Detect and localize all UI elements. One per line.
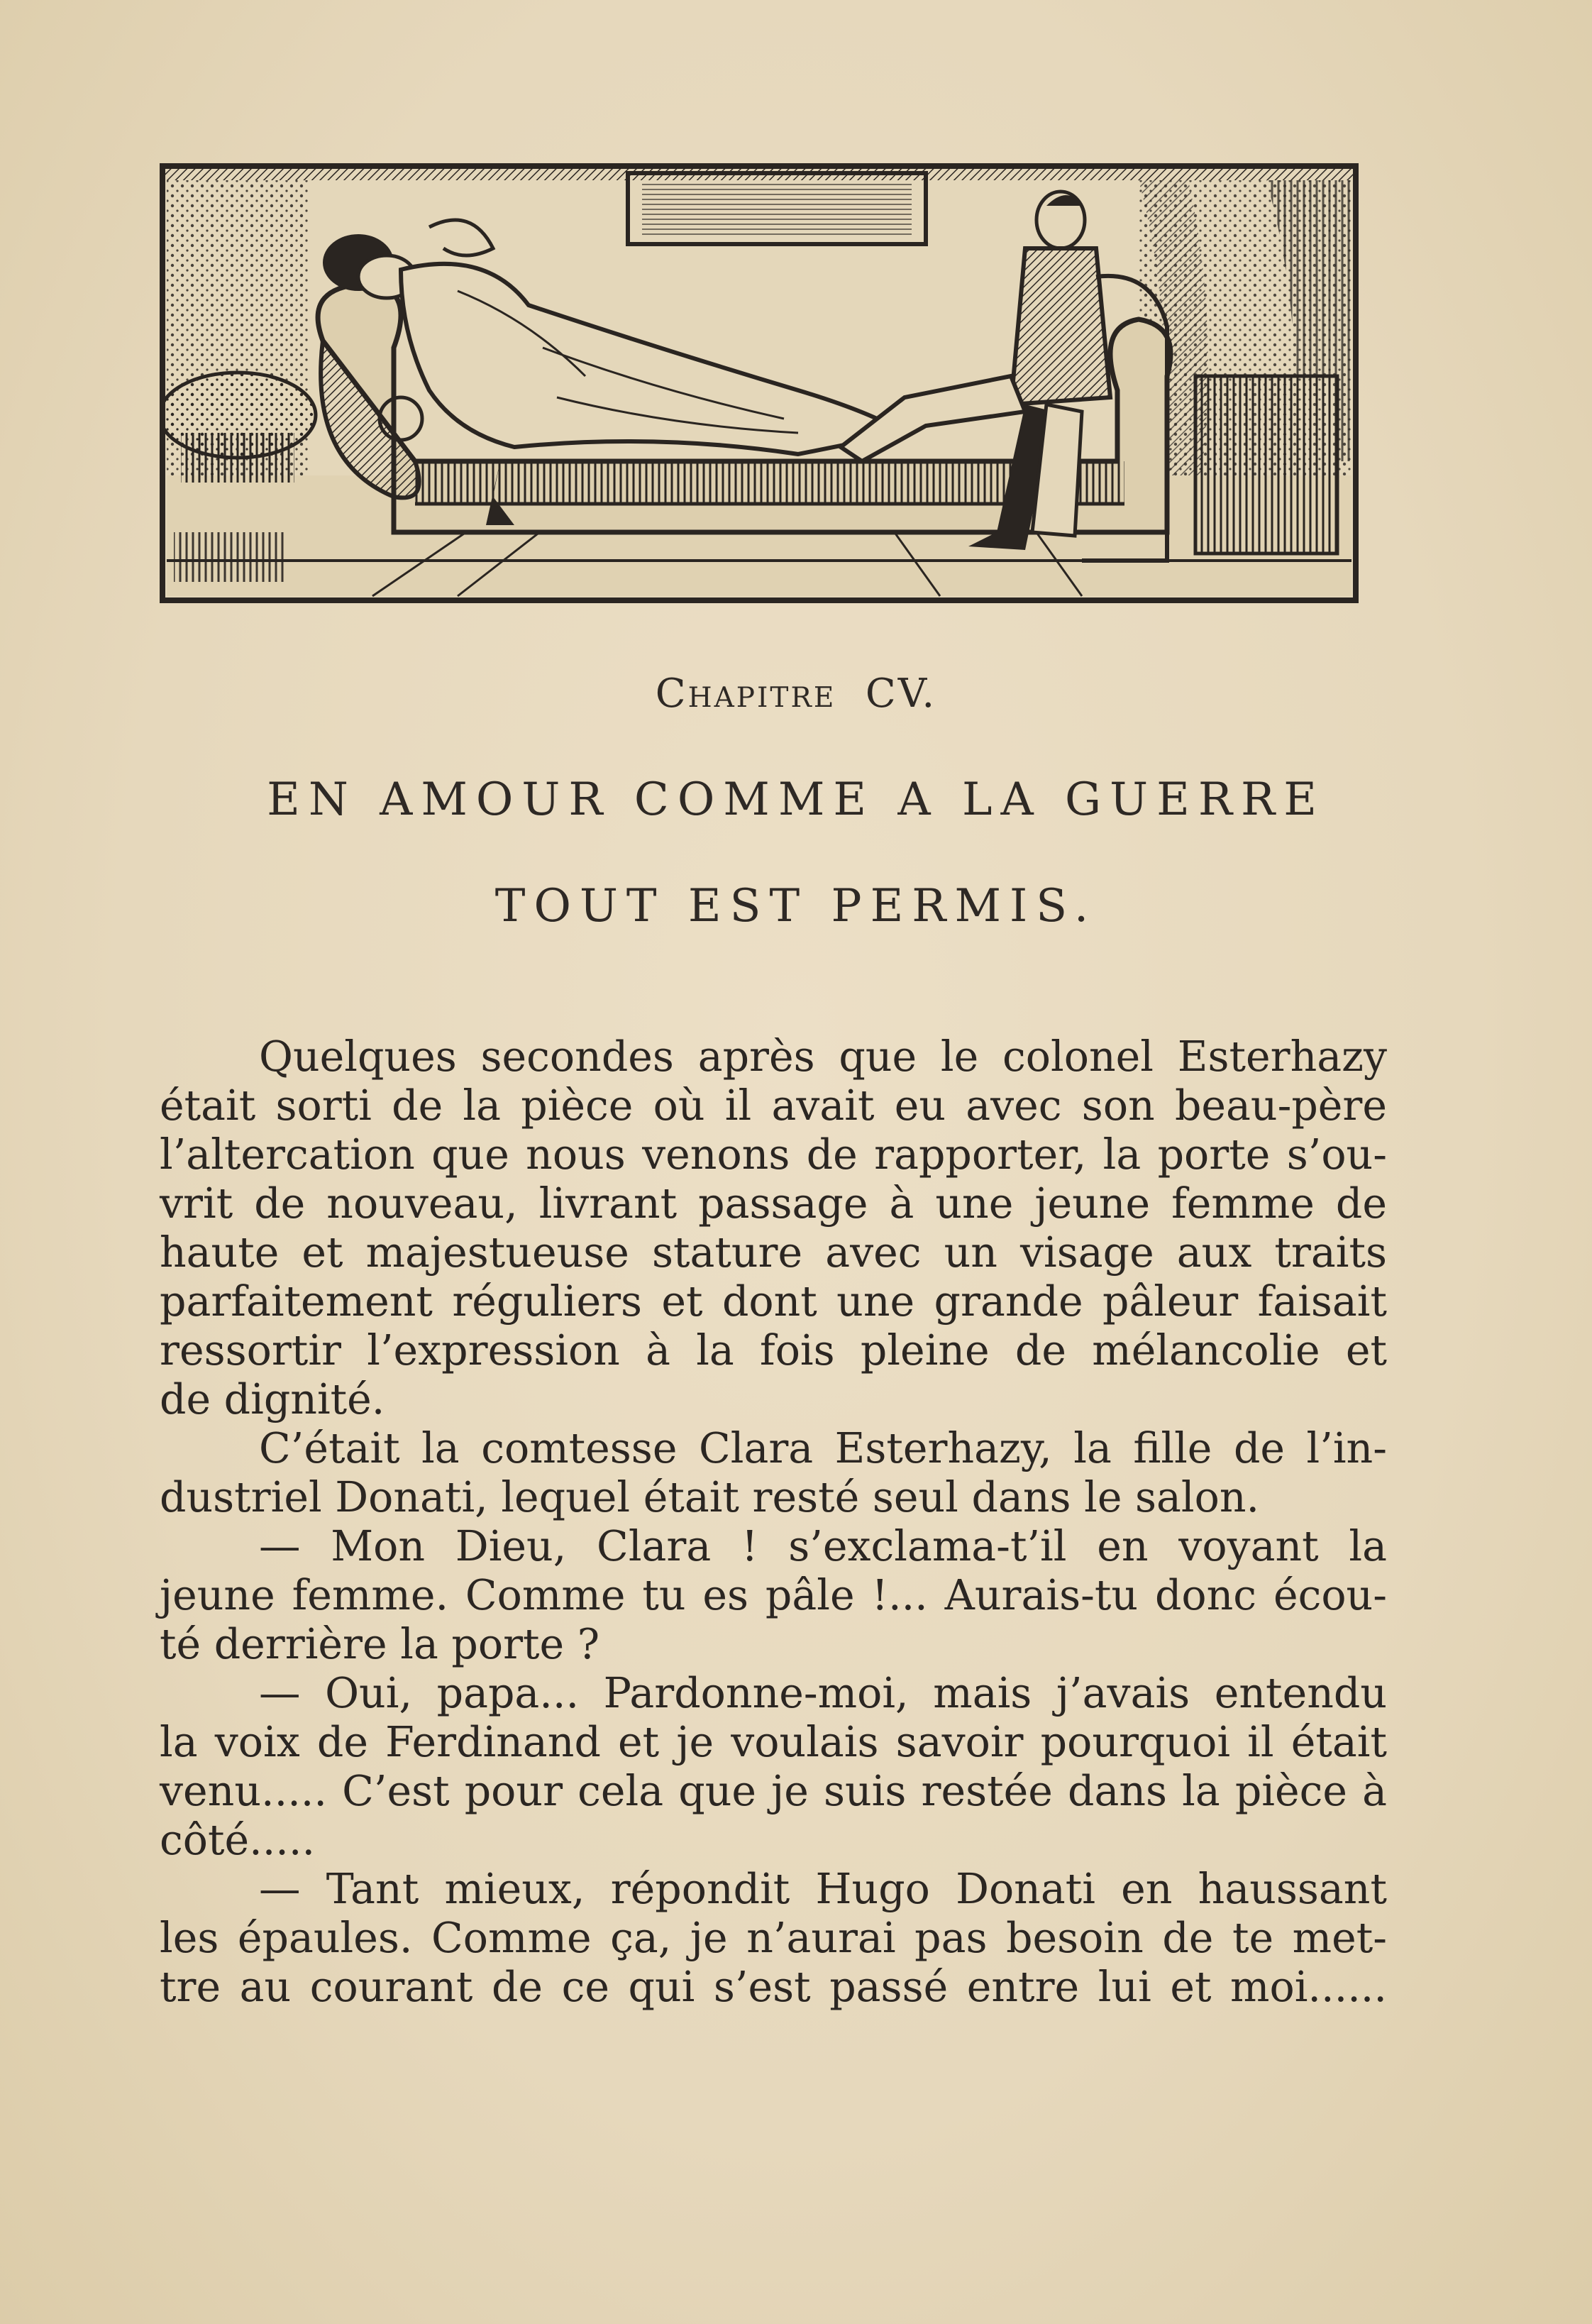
chapter-label: Chapitre <box>655 671 836 717</box>
text-line: ressortir l’expression à la fois pleine de mélancolie et <box>160 1326 1387 1375</box>
text-line: l’altercation que nous venons de rapporter, la porte s’ou- <box>160 1130 1387 1179</box>
text-line: les épaules. Comme ça, je n’aurai pas besoin de te met- <box>160 1914 1387 1962</box>
text-line: dustriel Donati, lequel était resté seul dans le salon. <box>160 1473 1260 1521</box>
text-line: côté..... <box>160 1816 316 1864</box>
chapter-number: CV. <box>865 671 937 717</box>
text-line: C’était la comtesse Clara Esterhazy, la fille de l’in- <box>259 1424 1387 1472</box>
text-line: parfaitement réguliers et dont une grande pâleur faisait <box>160 1277 1387 1326</box>
text-line: — Tant mieux, répondit Hugo Donati en haussant <box>259 1865 1387 1913</box>
chapter-title-line-2: TOUT EST PERMIS. <box>494 880 1098 932</box>
text-line: de dignité. <box>160 1375 385 1423</box>
chapter-body <box>160 1032 1387 2012</box>
text-line: était sorti de la pièce où il avait eu avec son beau-père <box>160 1081 1387 1130</box>
text-line: tre au courant de ce qui s’est passé entre lui et moi...... <box>160 1963 1387 2011</box>
text-line: la voix de Ferdinand et je voulais savoir pourquoi il était <box>160 1718 1387 1766</box>
text-line: Quelques secondes après que le colonel Esterhazy <box>259 1032 1387 1081</box>
text-line: venu..... C’est pour cela que je suis restée dans la pièce à <box>160 1767 1387 1815</box>
text-line: haute et majestueuse stature avec un visage aux traits <box>160 1228 1387 1277</box>
text-line: vrit de nouveau, livrant passage à une jeune femme de <box>160 1179 1387 1228</box>
text-line: — Oui, papa... Pardonne-moi, mais j’avais entendu <box>259 1669 1387 1717</box>
text-line: jeune femme. Comme tu es pâle !... Aurais-tu donc écou- <box>160 1571 1387 1619</box>
chapter-title-line-1: EN AMOUR COMME A LA GUERRE <box>267 773 1325 826</box>
text-line: té derrière la porte ? <box>160 1620 600 1668</box>
chapter-heading <box>0 671 1592 717</box>
engraving-drawing <box>160 163 1359 603</box>
chapter-header-engraving <box>160 163 1359 603</box>
text-line: — Mon Dieu, Clara ! s’exclama-t’il en voyant la <box>259 1522 1387 1570</box>
